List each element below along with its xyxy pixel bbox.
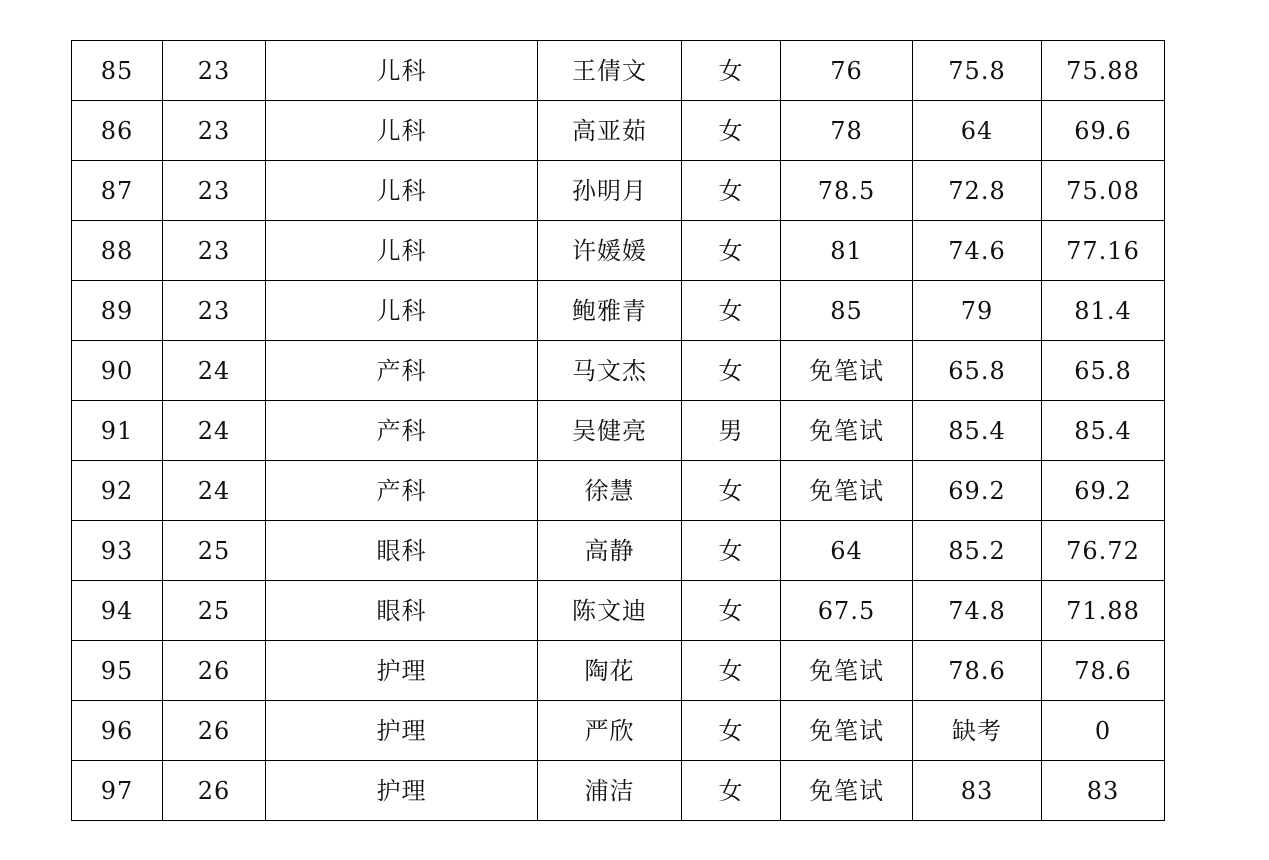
written-score-cell: 81 xyxy=(781,221,913,281)
position-code-cell: 24 xyxy=(163,341,266,401)
seq-cell: 90 xyxy=(72,341,163,401)
name-cell: 浦洁 xyxy=(538,761,682,821)
seq-cell: 92 xyxy=(72,461,163,521)
position-code-cell: 24 xyxy=(163,461,266,521)
total-score-cell: 81.4 xyxy=(1042,281,1165,341)
total-score-cell: 0 xyxy=(1042,701,1165,761)
interview-score-cell: 74.6 xyxy=(913,221,1042,281)
interview-score-cell: 缺考 xyxy=(913,701,1042,761)
department-cell: 儿科 xyxy=(266,41,538,101)
table-row xyxy=(72,461,1165,521)
total-score-cell: 69.2 xyxy=(1042,461,1165,521)
name-cell: 徐慧 xyxy=(538,461,682,521)
total-score-cell: 77.16 xyxy=(1042,221,1165,281)
gender-cell: 女 xyxy=(682,281,781,341)
gender-cell: 女 xyxy=(682,161,781,221)
position-code-cell: 26 xyxy=(163,761,266,821)
position-code-cell: 26 xyxy=(163,641,266,701)
gender-cell: 男 xyxy=(682,401,781,461)
total-score-cell: 85.4 xyxy=(1042,401,1165,461)
seq-cell: 85 xyxy=(72,41,163,101)
seq-cell: 96 xyxy=(72,701,163,761)
position-code-cell: 23 xyxy=(163,221,266,281)
department-cell: 眼科 xyxy=(266,521,538,581)
department-cell: 眼科 xyxy=(266,581,538,641)
table-row xyxy=(72,401,1165,461)
seq-cell: 97 xyxy=(72,761,163,821)
department-cell: 护理 xyxy=(266,641,538,701)
table-row xyxy=(72,161,1165,221)
total-score-cell: 71.88 xyxy=(1042,581,1165,641)
total-score-cell: 76.72 xyxy=(1042,521,1165,581)
position-code-cell: 25 xyxy=(163,521,266,581)
department-cell: 护理 xyxy=(266,761,538,821)
position-code-cell: 23 xyxy=(163,281,266,341)
written-score-cell: 76 xyxy=(781,41,913,101)
seq-cell: 91 xyxy=(72,401,163,461)
table-row xyxy=(72,221,1165,281)
position-code-cell: 23 xyxy=(163,161,266,221)
written-score-cell: 78.5 xyxy=(781,161,913,221)
interview-score-cell: 74.8 xyxy=(913,581,1042,641)
total-score-cell: 83 xyxy=(1042,761,1165,821)
department-cell: 儿科 xyxy=(266,101,538,161)
seq-cell: 93 xyxy=(72,521,163,581)
seq-cell: 86 xyxy=(72,101,163,161)
written-score-cell: 免笔试 xyxy=(781,401,913,461)
table-row xyxy=(72,761,1165,821)
gender-cell: 女 xyxy=(682,41,781,101)
table-row xyxy=(72,341,1165,401)
written-score-cell: 免笔试 xyxy=(781,761,913,821)
table-row xyxy=(72,641,1165,701)
name-cell: 高亚茹 xyxy=(538,101,682,161)
interview-score-cell: 78.6 xyxy=(913,641,1042,701)
score-table xyxy=(71,40,1165,821)
gender-cell: 女 xyxy=(682,701,781,761)
department-cell: 儿科 xyxy=(266,161,538,221)
name-cell: 高静 xyxy=(538,521,682,581)
name-cell: 陶花 xyxy=(538,641,682,701)
department-cell: 产科 xyxy=(266,401,538,461)
interview-score-cell: 65.8 xyxy=(913,341,1042,401)
total-score-cell: 78.6 xyxy=(1042,641,1165,701)
interview-score-cell: 85.4 xyxy=(913,401,1042,461)
table-body xyxy=(72,41,1165,821)
department-cell: 护理 xyxy=(266,701,538,761)
name-cell: 马文杰 xyxy=(538,341,682,401)
table-row xyxy=(72,521,1165,581)
written-score-cell: 78 xyxy=(781,101,913,161)
total-score-cell: 69.6 xyxy=(1042,101,1165,161)
department-cell: 儿科 xyxy=(266,281,538,341)
interview-score-cell: 64 xyxy=(913,101,1042,161)
seq-cell: 87 xyxy=(72,161,163,221)
seq-cell: 89 xyxy=(72,281,163,341)
name-cell: 吴健亮 xyxy=(538,401,682,461)
total-score-cell: 75.88 xyxy=(1042,41,1165,101)
interview-score-cell: 79 xyxy=(913,281,1042,341)
name-cell: 陈文迪 xyxy=(538,581,682,641)
interview-score-cell: 72.8 xyxy=(913,161,1042,221)
table-row xyxy=(72,581,1165,641)
table-row xyxy=(72,101,1165,161)
interview-score-cell: 85.2 xyxy=(913,521,1042,581)
table-row xyxy=(72,41,1165,101)
seq-cell: 88 xyxy=(72,221,163,281)
table-row xyxy=(72,701,1165,761)
written-score-cell: 85 xyxy=(781,281,913,341)
gender-cell: 女 xyxy=(682,341,781,401)
name-cell: 严欣 xyxy=(538,701,682,761)
seq-cell: 94 xyxy=(72,581,163,641)
written-score-cell: 免笔试 xyxy=(781,341,913,401)
gender-cell: 女 xyxy=(682,761,781,821)
interview-score-cell: 69.2 xyxy=(913,461,1042,521)
seq-cell: 95 xyxy=(72,641,163,701)
position-code-cell: 23 xyxy=(163,101,266,161)
department-cell: 产科 xyxy=(266,461,538,521)
gender-cell: 女 xyxy=(682,101,781,161)
department-cell: 儿科 xyxy=(266,221,538,281)
gender-cell: 女 xyxy=(682,521,781,581)
total-score-cell: 65.8 xyxy=(1042,341,1165,401)
written-score-cell: 免笔试 xyxy=(781,461,913,521)
name-cell: 许媛媛 xyxy=(538,221,682,281)
name-cell: 鲍雅青 xyxy=(538,281,682,341)
position-code-cell: 23 xyxy=(163,41,266,101)
written-score-cell: 免笔试 xyxy=(781,701,913,761)
department-cell: 产科 xyxy=(266,341,538,401)
total-score-cell: 75.08 xyxy=(1042,161,1165,221)
table-row xyxy=(72,281,1165,341)
written-score-cell: 67.5 xyxy=(781,581,913,641)
interview-score-cell: 83 xyxy=(913,761,1042,821)
written-score-cell: 64 xyxy=(781,521,913,581)
gender-cell: 女 xyxy=(682,641,781,701)
interview-score-cell: 75.8 xyxy=(913,41,1042,101)
position-code-cell: 26 xyxy=(163,701,266,761)
position-code-cell: 25 xyxy=(163,581,266,641)
gender-cell: 女 xyxy=(682,581,781,641)
name-cell: 孙明月 xyxy=(538,161,682,221)
position-code-cell: 24 xyxy=(163,401,266,461)
gender-cell: 女 xyxy=(682,461,781,521)
gender-cell: 女 xyxy=(682,221,781,281)
written-score-cell: 免笔试 xyxy=(781,641,913,701)
name-cell: 王倩文 xyxy=(538,41,682,101)
